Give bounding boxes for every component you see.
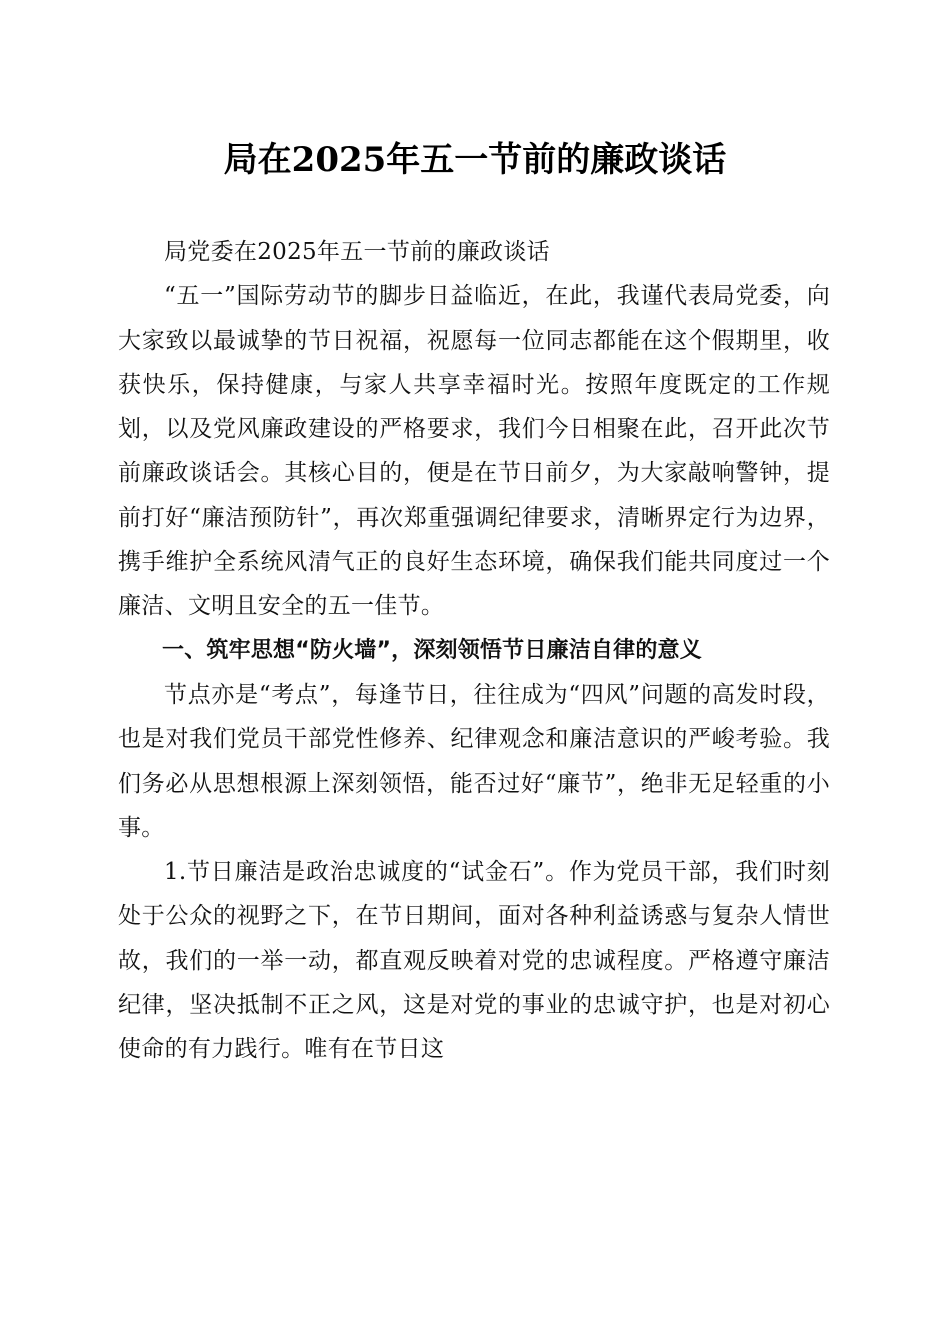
document-title: 局在2025年五一节前的廉政谈话	[223, 140, 727, 180]
section-1-paragraph: 节点亦是“考点”，每逢节日，往往成为“四风”问题的高发时段，也是对我们党员干部党性修养、纪律观念和廉洁意识的严峻考验。我们务必从思想根源上深刻领悟，能否过好“廉节”，绝非无足轻重的小事。	[118, 681, 830, 841]
intro-paragraph: “五一”国际劳动节的脚步日益临近，在此，我谨代表局党委，向大家致以最诚挚的节日祝福，祝愿每一位同志都能在这个假期里，收获快乐，保持健康，与家人共享幸福时光。按照年度既定的工作规划，以及党风廉政建设的严格要求，我们今日相聚在此，召开此次节前廉政谈话会。其核心目的，便是在节日前夕，为大家敲响警钟，提前打好“廉洁预防针”，再次郑重强调纪律要求，清晰界定行为边界，携手维护全系统风清气正的良好生态环境，确保我们能共同度过一个廉洁、文明且安全的五一佳节。	[118, 283, 830, 620]
section-heading-1: 一、筑牢思想“防火墙”，深刻领悟节日廉洁自律的意义	[162, 637, 702, 663]
document-body	[118, 230, 830, 1072]
subtitle-paragraph: 局党委在2025年五一节前的廉政谈话	[164, 239, 550, 265]
point-1-paragraph: 1.节日廉洁是政治忠诚度的“试金石”。作为党员干部，我们时刻处于公众的视野之下，在节日期间，面对各种利益诱惑与复杂人情世故，我们的一举一动，都直观反映着对党的忠诚程度。严格遵守廉洁纪律，坚决抵制不正之风，这是对党的事业的忠诚守护，也是对初心使命的有力践行。唯有在节日这	[118, 859, 830, 1063]
